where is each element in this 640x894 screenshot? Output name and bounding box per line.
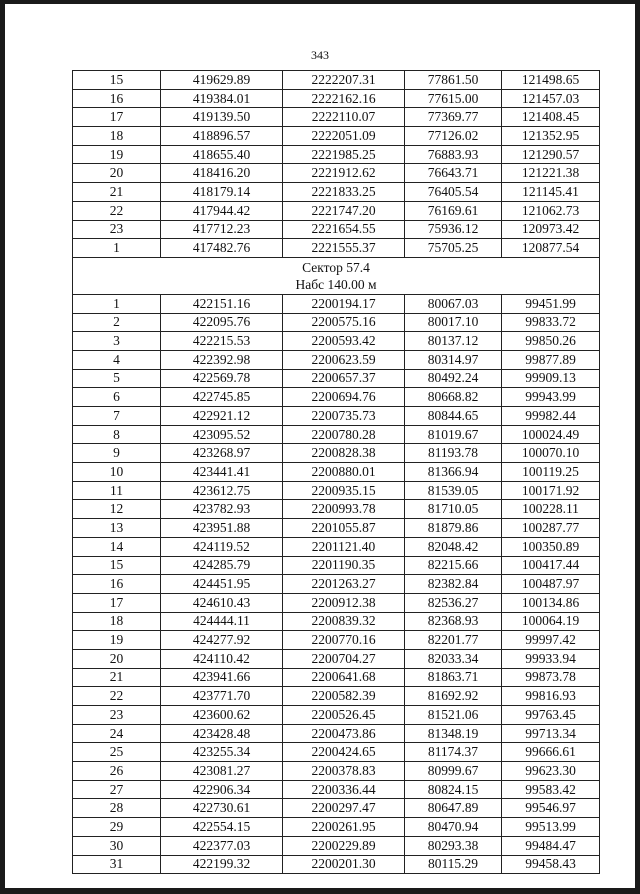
- sector-height-label: Набс 140.00 м: [295, 276, 377, 292]
- point-number-cell: 19: [73, 631, 161, 650]
- table-row: [73, 575, 600, 594]
- local-x-cell: 77615.00: [405, 89, 502, 108]
- table-row: [73, 145, 600, 164]
- x-coordinate-cell: 418655.40: [161, 145, 283, 164]
- point-number-cell: 5: [73, 369, 161, 388]
- document-page: [5, 4, 635, 888]
- x-coordinate-cell: 423771.70: [161, 687, 283, 706]
- table-row: [73, 706, 600, 725]
- local-y-cell: 100350.89: [502, 537, 600, 556]
- y-coordinate-cell: 2200575.16: [283, 313, 405, 332]
- x-coordinate-cell: 418896.57: [161, 127, 283, 146]
- x-coordinate-cell: 422151.16: [161, 294, 283, 313]
- y-coordinate-cell: 2200770.16: [283, 631, 405, 650]
- table-row: [73, 108, 600, 127]
- x-coordinate-cell: 423081.27: [161, 762, 283, 781]
- y-coordinate-cell: 2222051.09: [283, 127, 405, 146]
- point-number-cell: 17: [73, 108, 161, 127]
- block2-body: [73, 294, 600, 873]
- y-coordinate-cell: 2200229.89: [283, 836, 405, 855]
- y-coordinate-cell: 2221555.37: [283, 239, 405, 258]
- local-x-cell: 77861.50: [405, 71, 502, 90]
- y-coordinate-cell: 2200641.68: [283, 668, 405, 687]
- y-coordinate-cell: 2221985.25: [283, 145, 405, 164]
- table-row: [73, 780, 600, 799]
- local-x-cell: 81174.37: [405, 743, 502, 762]
- x-coordinate-cell: 423441.41: [161, 463, 283, 482]
- table-row: [73, 127, 600, 146]
- point-number-cell: 24: [73, 724, 161, 743]
- point-number-cell: 17: [73, 593, 161, 612]
- x-coordinate-cell: 422921.12: [161, 407, 283, 426]
- local-x-cell: 75705.25: [405, 239, 502, 258]
- table-row: [73, 71, 600, 90]
- local-y-cell: 100024.49: [502, 425, 600, 444]
- x-coordinate-cell: 422906.34: [161, 780, 283, 799]
- y-coordinate-cell: 2200194.17: [283, 294, 405, 313]
- x-coordinate-cell: 422377.03: [161, 836, 283, 855]
- x-coordinate-cell: 423782.93: [161, 500, 283, 519]
- sector-row: [73, 257, 600, 294]
- local-y-cell: 100070.10: [502, 444, 600, 463]
- y-coordinate-cell: 2200657.37: [283, 369, 405, 388]
- local-x-cell: 81692.92: [405, 687, 502, 706]
- y-coordinate-cell: 2200912.38: [283, 593, 405, 612]
- point-number-cell: 26: [73, 762, 161, 781]
- sector-header: [73, 257, 600, 294]
- x-coordinate-cell: 422569.78: [161, 369, 283, 388]
- table-row: [73, 388, 600, 407]
- point-number-cell: 15: [73, 556, 161, 575]
- table-row: [73, 668, 600, 687]
- x-coordinate-cell: 424451.95: [161, 575, 283, 594]
- point-number-cell: 7: [73, 407, 161, 426]
- local-x-cell: 81521.06: [405, 706, 502, 725]
- local-y-cell: 99458.43: [502, 855, 600, 874]
- local-x-cell: 80492.24: [405, 369, 502, 388]
- point-number-cell: 16: [73, 89, 161, 108]
- y-coordinate-cell: 2201055.87: [283, 519, 405, 538]
- y-coordinate-cell: 2200378.83: [283, 762, 405, 781]
- local-y-cell: 99546.97: [502, 799, 600, 818]
- local-x-cell: 81710.05: [405, 500, 502, 519]
- point-number-cell: 1: [73, 239, 161, 258]
- local-y-cell: 99484.47: [502, 836, 600, 855]
- local-x-cell: 76643.71: [405, 164, 502, 183]
- local-y-cell: 99997.42: [502, 631, 600, 650]
- table-row: [73, 537, 600, 556]
- point-number-cell: 15: [73, 71, 161, 90]
- y-coordinate-cell: 2200623.59: [283, 350, 405, 369]
- local-x-cell: 81366.94: [405, 463, 502, 482]
- x-coordinate-cell: 424285.79: [161, 556, 283, 575]
- sector-title: Сектор 57.4: [302, 259, 370, 275]
- point-number-cell: 13: [73, 519, 161, 538]
- local-x-cell: 81193.78: [405, 444, 502, 463]
- x-coordinate-cell: 423600.62: [161, 706, 283, 725]
- local-y-cell: 99933.94: [502, 649, 600, 668]
- local-x-cell: 82048.42: [405, 537, 502, 556]
- x-coordinate-cell: 424110.42: [161, 649, 283, 668]
- table-row: [73, 89, 600, 108]
- table-row: [73, 818, 600, 837]
- y-coordinate-cell: 2222162.16: [283, 89, 405, 108]
- table-row: [73, 183, 600, 202]
- local-y-cell: 100287.77: [502, 519, 600, 538]
- point-number-cell: 19: [73, 145, 161, 164]
- local-x-cell: 81348.19: [405, 724, 502, 743]
- table-row: [73, 201, 600, 220]
- table-row: [73, 481, 600, 500]
- x-coordinate-cell: 423612.75: [161, 481, 283, 500]
- local-y-cell: 99451.99: [502, 294, 600, 313]
- point-number-cell: 14: [73, 537, 161, 556]
- local-y-cell: 121145.41: [502, 183, 600, 202]
- point-number-cell: 21: [73, 183, 161, 202]
- local-x-cell: 81539.05: [405, 481, 502, 500]
- table-row: [73, 164, 600, 183]
- table-row: [73, 313, 600, 332]
- point-number-cell: 30: [73, 836, 161, 855]
- y-coordinate-cell: 2200935.15: [283, 481, 405, 500]
- table-row: [73, 743, 600, 762]
- table-row: [73, 294, 600, 313]
- local-y-cell: 100064.19: [502, 612, 600, 631]
- local-y-cell: 99666.61: [502, 743, 600, 762]
- point-number-cell: 18: [73, 612, 161, 631]
- point-number-cell: 6: [73, 388, 161, 407]
- local-y-cell: 99583.42: [502, 780, 600, 799]
- table-row: [73, 350, 600, 369]
- y-coordinate-cell: 2200735.73: [283, 407, 405, 426]
- local-y-cell: 100119.25: [502, 463, 600, 482]
- point-number-cell: 20: [73, 164, 161, 183]
- point-number-cell: 11: [73, 481, 161, 500]
- y-coordinate-cell: 2200201.30: [283, 855, 405, 874]
- x-coordinate-cell: 423095.52: [161, 425, 283, 444]
- y-coordinate-cell: 2200297.47: [283, 799, 405, 818]
- table-row: [73, 799, 600, 818]
- local-y-cell: 99513.99: [502, 818, 600, 837]
- local-y-cell: 99833.72: [502, 313, 600, 332]
- point-number-cell: 10: [73, 463, 161, 482]
- local-y-cell: 121290.57: [502, 145, 600, 164]
- local-y-cell: 99713.34: [502, 724, 600, 743]
- y-coordinate-cell: 2200261.95: [283, 818, 405, 837]
- y-coordinate-cell: 2201121.40: [283, 537, 405, 556]
- x-coordinate-cell: 417712.23: [161, 220, 283, 239]
- point-number-cell: 4: [73, 350, 161, 369]
- y-coordinate-cell: 2201190.35: [283, 556, 405, 575]
- x-coordinate-cell: 423268.97: [161, 444, 283, 463]
- x-coordinate-cell: 417482.76: [161, 239, 283, 258]
- table-row: [73, 556, 600, 575]
- local-y-cell: 121498.65: [502, 71, 600, 90]
- point-number-cell: 2: [73, 313, 161, 332]
- x-coordinate-cell: 417944.42: [161, 201, 283, 220]
- table-row: [73, 332, 600, 351]
- table-row: [73, 425, 600, 444]
- x-coordinate-cell: 422730.61: [161, 799, 283, 818]
- local-x-cell: 80293.38: [405, 836, 502, 855]
- local-x-cell: 80668.82: [405, 388, 502, 407]
- point-number-cell: 20: [73, 649, 161, 668]
- local-y-cell: 99873.78: [502, 668, 600, 687]
- local-y-cell: 99909.13: [502, 369, 600, 388]
- y-coordinate-cell: 2200526.45: [283, 706, 405, 725]
- x-coordinate-cell: 424119.52: [161, 537, 283, 556]
- point-number-cell: 3: [73, 332, 161, 351]
- local-x-cell: 80647.89: [405, 799, 502, 818]
- local-x-cell: 77369.77: [405, 108, 502, 127]
- table-row: [73, 519, 600, 538]
- x-coordinate-cell: 419629.89: [161, 71, 283, 90]
- y-coordinate-cell: 2200828.38: [283, 444, 405, 463]
- x-coordinate-cell: 424610.43: [161, 593, 283, 612]
- x-coordinate-cell: 423951.88: [161, 519, 283, 538]
- table-row: [73, 836, 600, 855]
- point-number-cell: 1: [73, 294, 161, 313]
- local-x-cell: 81019.67: [405, 425, 502, 444]
- y-coordinate-cell: 2200593.42: [283, 332, 405, 351]
- local-x-cell: 82536.27: [405, 593, 502, 612]
- local-x-cell: 80999.67: [405, 762, 502, 781]
- local-x-cell: 82033.34: [405, 649, 502, 668]
- y-coordinate-cell: 2221833.25: [283, 183, 405, 202]
- local-y-cell: 100487.97: [502, 575, 600, 594]
- y-coordinate-cell: 2200993.78: [283, 500, 405, 519]
- local-y-cell: 100417.44: [502, 556, 600, 575]
- point-number-cell: 22: [73, 201, 161, 220]
- local-x-cell: 76883.93: [405, 145, 502, 164]
- table-row: [73, 407, 600, 426]
- local-x-cell: 80470.94: [405, 818, 502, 837]
- x-coordinate-cell: 419139.50: [161, 108, 283, 127]
- y-coordinate-cell: 2200336.44: [283, 780, 405, 799]
- table-row: [73, 855, 600, 874]
- y-coordinate-cell: 2201263.27: [283, 575, 405, 594]
- local-y-cell: 99763.45: [502, 706, 600, 725]
- table-row: [73, 444, 600, 463]
- y-coordinate-cell: 2200582.39: [283, 687, 405, 706]
- table-row: [73, 762, 600, 781]
- x-coordinate-cell: 422554.15: [161, 818, 283, 837]
- local-x-cell: 80115.29: [405, 855, 502, 874]
- y-coordinate-cell: 2200839.32: [283, 612, 405, 631]
- y-coordinate-cell: 2222110.07: [283, 108, 405, 127]
- local-y-cell: 121352.95: [502, 127, 600, 146]
- point-number-cell: 12: [73, 500, 161, 519]
- table-row: [73, 649, 600, 668]
- page-number: 343: [311, 48, 329, 62]
- y-coordinate-cell: 2200424.65: [283, 743, 405, 762]
- y-coordinate-cell: 2221912.62: [283, 164, 405, 183]
- y-coordinate-cell: 2200694.76: [283, 388, 405, 407]
- local-y-cell: 120877.54: [502, 239, 600, 258]
- local-x-cell: 80067.03: [405, 294, 502, 313]
- point-number-cell: 28: [73, 799, 161, 818]
- y-coordinate-cell: 2200780.28: [283, 425, 405, 444]
- coordinates-table: [72, 70, 600, 874]
- table-row: [73, 463, 600, 482]
- local-y-cell: 99816.93: [502, 687, 600, 706]
- x-coordinate-cell: 422745.85: [161, 388, 283, 407]
- x-coordinate-cell: 422392.98: [161, 350, 283, 369]
- y-coordinate-cell: 2200473.86: [283, 724, 405, 743]
- local-x-cell: 80314.97: [405, 350, 502, 369]
- point-number-cell: 29: [73, 818, 161, 837]
- y-coordinate-cell: 2221747.20: [283, 201, 405, 220]
- x-coordinate-cell: 424277.92: [161, 631, 283, 650]
- x-coordinate-cell: 418416.20: [161, 164, 283, 183]
- sector-cell: [73, 257, 600, 294]
- local-y-cell: 121457.03: [502, 89, 600, 108]
- x-coordinate-cell: 423428.48: [161, 724, 283, 743]
- local-y-cell: 100134.86: [502, 593, 600, 612]
- block1-body: [73, 71, 600, 258]
- local-y-cell: 99877.89: [502, 350, 600, 369]
- x-coordinate-cell: 418179.14: [161, 183, 283, 202]
- x-coordinate-cell: 423941.66: [161, 668, 283, 687]
- point-number-cell: 23: [73, 220, 161, 239]
- local-x-cell: 77126.02: [405, 127, 502, 146]
- point-number-cell: 16: [73, 575, 161, 594]
- y-coordinate-cell: 2222207.31: [283, 71, 405, 90]
- local-y-cell: 99982.44: [502, 407, 600, 426]
- local-y-cell: 121221.38: [502, 164, 600, 183]
- local-x-cell: 80844.65: [405, 407, 502, 426]
- table-row: [73, 500, 600, 519]
- x-coordinate-cell: 422095.76: [161, 313, 283, 332]
- point-number-cell: 23: [73, 706, 161, 725]
- local-x-cell: 82382.84: [405, 575, 502, 594]
- table-row: [73, 612, 600, 631]
- point-number-cell: 21: [73, 668, 161, 687]
- local-y-cell: 100228.11: [502, 500, 600, 519]
- local-x-cell: 75936.12: [405, 220, 502, 239]
- local-y-cell: 100171.92: [502, 481, 600, 500]
- local-x-cell: 81879.86: [405, 519, 502, 538]
- local-x-cell: 80824.15: [405, 780, 502, 799]
- x-coordinate-cell: 419384.01: [161, 89, 283, 108]
- y-coordinate-cell: 2221654.55: [283, 220, 405, 239]
- x-coordinate-cell: 423255.34: [161, 743, 283, 762]
- local-y-cell: 121408.45: [502, 108, 600, 127]
- y-coordinate-cell: 2200704.27: [283, 649, 405, 668]
- table-row: [73, 593, 600, 612]
- local-y-cell: 99850.26: [502, 332, 600, 351]
- local-x-cell: 76169.61: [405, 201, 502, 220]
- y-coordinate-cell: 2200880.01: [283, 463, 405, 482]
- table-row: [73, 687, 600, 706]
- point-number-cell: 18: [73, 127, 161, 146]
- local-x-cell: 76405.54: [405, 183, 502, 202]
- point-number-cell: 8: [73, 425, 161, 444]
- x-coordinate-cell: 422215.53: [161, 332, 283, 351]
- x-coordinate-cell: 422199.32: [161, 855, 283, 874]
- x-coordinate-cell: 424444.11: [161, 612, 283, 631]
- point-number-cell: 27: [73, 780, 161, 799]
- point-number-cell: 31: [73, 855, 161, 874]
- local-x-cell: 82368.93: [405, 612, 502, 631]
- point-number-cell: 25: [73, 743, 161, 762]
- local-y-cell: 99943.99: [502, 388, 600, 407]
- table-row: [73, 631, 600, 650]
- local-y-cell: 121062.73: [502, 201, 600, 220]
- local-x-cell: 82215.66: [405, 556, 502, 575]
- local-x-cell: 80017.10: [405, 313, 502, 332]
- table-row: [73, 369, 600, 388]
- point-number-cell: 22: [73, 687, 161, 706]
- table-row: [73, 239, 600, 258]
- point-number-cell: 9: [73, 444, 161, 463]
- table-row: [73, 724, 600, 743]
- table-row: [73, 220, 600, 239]
- local-x-cell: 81863.71: [405, 668, 502, 687]
- local-y-cell: 120973.42: [502, 220, 600, 239]
- local-x-cell: 82201.77: [405, 631, 502, 650]
- local-y-cell: 99623.30: [502, 762, 600, 781]
- local-x-cell: 80137.12: [405, 332, 502, 351]
